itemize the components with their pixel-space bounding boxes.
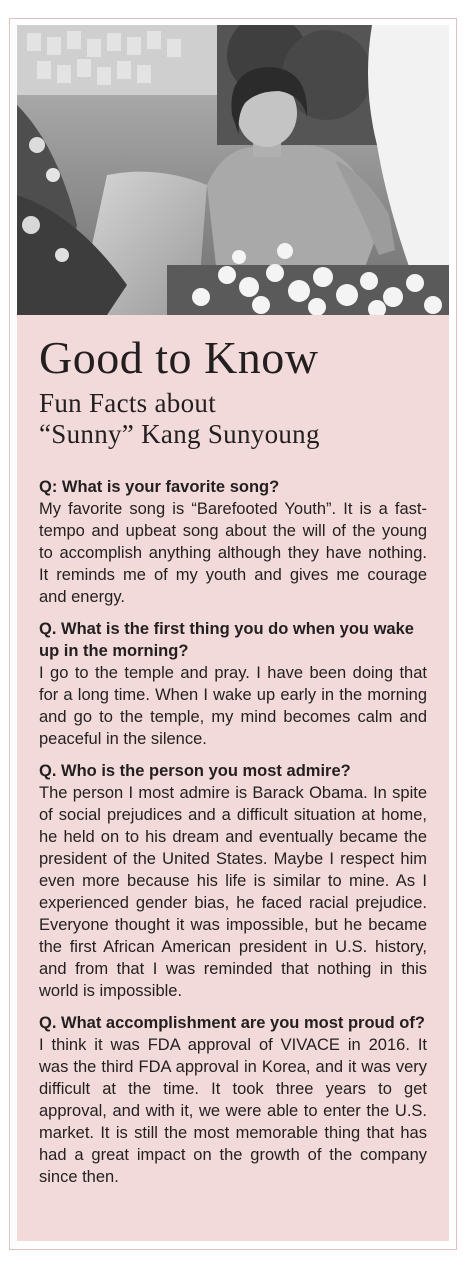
answer: I think it was FDA approval of VIVACE in 2016. It was the third FDA approval in Korea, and it was very difficult at the time. It took three years to get approval, and with it, we were able to enter the U.S. market. It is still the most memorable thing that has had a great impact on the growth of the company since then. (39, 1036, 427, 1186)
article-panel (17, 25, 449, 1241)
article-subtitle (39, 388, 427, 450)
article-content (39, 330, 427, 1188)
qa-list (39, 476, 427, 1188)
subtitle-line-1: Fun Facts about (39, 388, 216, 418)
qa-item (39, 760, 427, 1002)
question: Q. What is the first thing you do when you wake up in the morning? (39, 620, 414, 660)
qa-item (39, 476, 427, 608)
question: Q: What is your favorite song? (39, 478, 280, 496)
subtitle-line-2: “Sunny” Kang Sunyoung (39, 419, 320, 449)
portrait-photo (17, 25, 449, 315)
question: Q. What accomplishment are you most proud of? (39, 1014, 425, 1032)
answer: The person I most admire is Barack Obama. In spite of social prejudices and a difficult situation at home, he held on to his dream and eventually became the president of the United States. Maybe I respect him even more because his life is similar to mine. As I experienced gender bias, he faced racial prejudice. Everyone thought it was impossible, but he became the first African American president in U.S. history, and from that I was reminded that nothing in this world is impossible. (39, 784, 427, 1000)
qa-item (39, 618, 427, 750)
qa-item (39, 1012, 427, 1188)
answer: My favorite song is “Barefooted Youth”. It is a fast-tempo and upbeat song about the will of the young to accomplish anything although they have nothing. It reminds me of my youth and gives me courage and energy. (39, 500, 427, 606)
photo-illustration (17, 25, 449, 315)
question: Q. Who is the person you most admire? (39, 762, 351, 780)
answer: I go to the temple and pray. I have been doing that for a long time. When I wake up early in the morning and go to the temple, my mind becomes calm and peaceful in the silence. (39, 664, 427, 748)
article-title: Good to Know (39, 332, 319, 383)
